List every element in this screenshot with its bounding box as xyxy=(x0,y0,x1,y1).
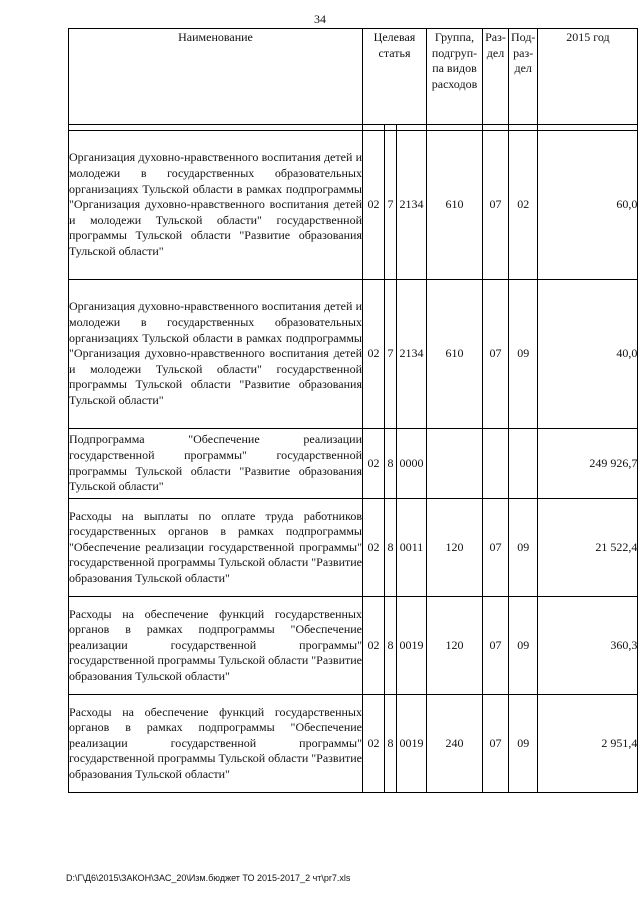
row-group: 610 xyxy=(427,131,483,280)
row-code-program: 02 xyxy=(363,695,385,793)
budget-table xyxy=(68,28,638,793)
row-section: 07 xyxy=(483,597,509,695)
row-code-direction: 0019 xyxy=(397,695,427,793)
row-name: Подпрограмма "Обеспечение реализации государственной программы" государственной программы Тульской области "Развитие образования Тульской области" xyxy=(69,429,363,499)
row-code-program: 02 xyxy=(363,131,385,280)
header-subsection: Под-раз-дел xyxy=(509,29,538,125)
header-year: 2015 год xyxy=(538,29,638,125)
row-section: 07 xyxy=(483,695,509,793)
row-code-direction: 0000 xyxy=(397,429,427,499)
row-code-program: 02 xyxy=(363,280,385,429)
row-code-subprogram: 7 xyxy=(385,280,397,429)
row-name: Расходы на обеспечение функций государственных органов в рамках подпрограммы "Обеспечение реализации государственной программы" государственной программы Тульской области "Развитие образования Тульской области" xyxy=(69,695,363,793)
row-name: Организация духовно-нравственного воспитания детей и молодежи в государственных образовательных организациях Тульской области в рамках подпрограммы "Организация духовно-нравственного воспитания детей и молодежи Тульской области" государственной программы Тульской области "Развитие образования Тульской области" xyxy=(69,131,363,280)
row-group: 610 xyxy=(427,280,483,429)
header-group: Группа, подгруп-па видов расходов xyxy=(427,29,483,125)
row-section: 07 xyxy=(483,131,509,280)
row-group: 240 xyxy=(427,695,483,793)
row-group: 120 xyxy=(427,499,483,597)
page-number: 34 xyxy=(314,12,326,26)
row-name: Расходы на выплаты по оплате труда работников государственных органов в рамках подпрограммы "Обеспечение реализации государственной программы" государственной программы Тульской области "Развитие образования Тульской области" xyxy=(69,499,363,597)
row-code-subprogram: 8 xyxy=(385,499,397,597)
header-target: Целевая статья xyxy=(363,29,427,125)
row-amount: 249 926,7 xyxy=(538,429,638,499)
table-row xyxy=(69,597,638,695)
row-subsection: 09 xyxy=(509,695,538,793)
footer-file-path: D:\Г\Д6\2015\ЗАКОН\ЗАС_20\Изм.бюджет ТО 2015-2017_2 чт\pr7.xls xyxy=(66,873,351,883)
row-name: Расходы на обеспечение функций государственных органов в рамках подпрограммы "Обеспечение реализации государственной программы" государственной программы Тульской области "Развитие образования Тульской области" xyxy=(69,597,363,695)
row-amount: 2 951,4 xyxy=(538,695,638,793)
row-section: 07 xyxy=(483,499,509,597)
row-code-subprogram: 8 xyxy=(385,695,397,793)
row-subsection: 09 xyxy=(509,280,538,429)
row-code-program: 02 xyxy=(363,499,385,597)
row-subsection: 09 xyxy=(509,597,538,695)
header-section: Раз-дел xyxy=(483,29,509,125)
row-code-direction: 0019 xyxy=(397,597,427,695)
row-amount: 21 522,4 xyxy=(538,499,638,597)
row-code-subprogram: 7 xyxy=(385,131,397,280)
row-code-program: 02 xyxy=(363,597,385,695)
table-row xyxy=(69,695,638,793)
row-code-direction: 0011 xyxy=(397,499,427,597)
row-subsection: 09 xyxy=(509,499,538,597)
row-group: 120 xyxy=(427,597,483,695)
table-row xyxy=(69,131,638,280)
row-subsection xyxy=(509,429,538,499)
row-amount: 60,0 xyxy=(538,131,638,280)
row-name: Организация духовно-нравственного воспитания детей и молодежи в государственных образовательных организациях Тульской области в рамках подпрограммы "Организация духовно-нравственного воспитания детей и молодежи Тульской области" государственной программы Тульской области "Развитие образования Тульской области" xyxy=(69,280,363,429)
row-group xyxy=(427,429,483,499)
row-code-program: 02 xyxy=(363,429,385,499)
table-row xyxy=(69,280,638,429)
header-row xyxy=(69,29,638,125)
row-section: 07 xyxy=(483,280,509,429)
row-code-subprogram: 8 xyxy=(385,429,397,499)
row-code-subprogram: 8 xyxy=(385,597,397,695)
row-subsection: 02 xyxy=(509,131,538,280)
row-section xyxy=(483,429,509,499)
row-code-direction: 2134 xyxy=(397,131,427,280)
row-amount: 40,0 xyxy=(538,280,638,429)
table-row xyxy=(69,499,638,597)
row-amount: 360,3 xyxy=(538,597,638,695)
table-row xyxy=(69,429,638,499)
header-name: Наименование xyxy=(69,29,363,125)
row-code-direction: 2134 xyxy=(397,280,427,429)
